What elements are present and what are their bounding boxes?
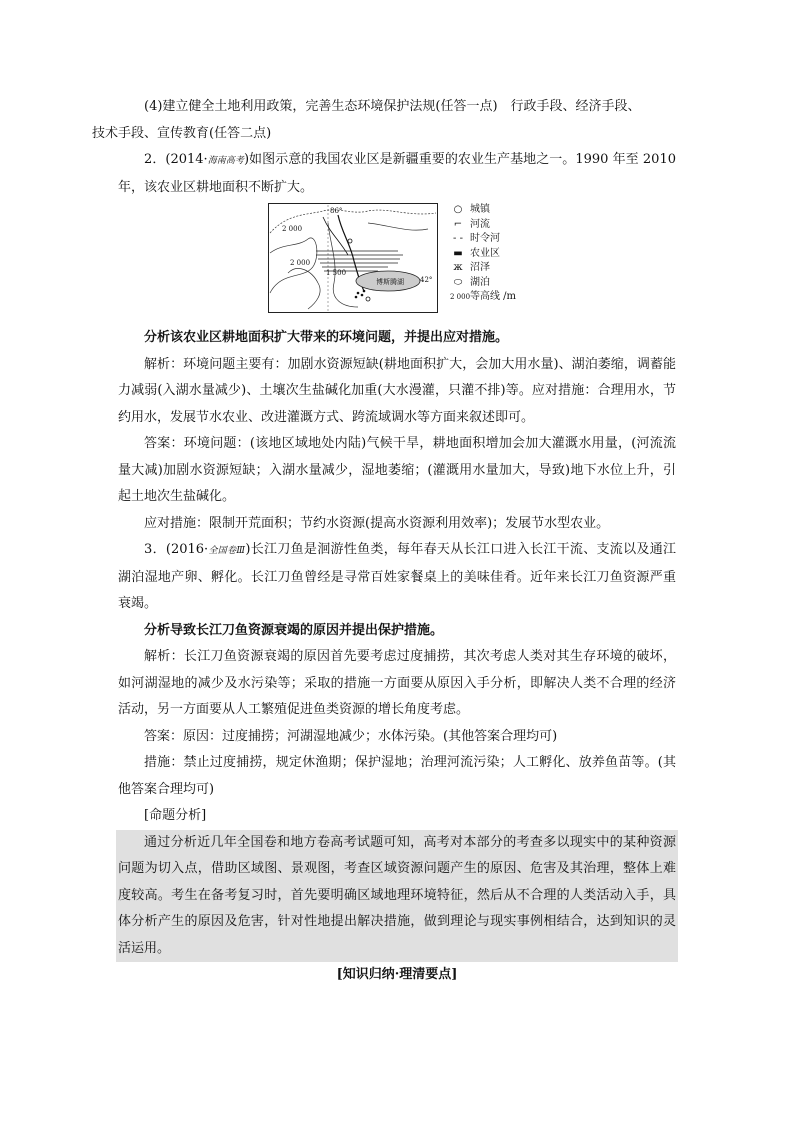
q1-answer-continued: (4)建立健全土地利用政策，完善生态环境保护法规(任答一点) 行政手段、经济手段、 技术手段、宣传教育(任答二点): [92, 99, 641, 141]
question-3-prompt: 分析导致长江刀鱼资源衰竭的原因并提出保护措施。: [144, 622, 444, 638]
svg-text:1 500: 1 500: [326, 269, 347, 277]
question-3-analysis: 解析：长江刀鱼资源衰竭的原因首先要考虑过度捕捞，其次考虑人类对其生存环境的破坏，如河湖湿地的减少及水污染等；采取的措施一方面要从原因入手分析，即解决人类不合理的经济活动，另一方面要从人工繁殖促进鱼类资源的增长角度考虑。: [118, 649, 676, 717]
document-page: [92, 94, 677, 989]
mingti-title: [命题分析]: [144, 808, 207, 823]
agricultural-area-map: [268, 203, 438, 313]
map-figure: [118, 203, 676, 321]
question-2-analysis: 解析：环境问题主要有：加剧水资源短缺(耕地面积扩大，会加大用水量)、湖泊萎缩，调蓄能力减弱(入湖水量减少)、土壤次生盐碱化加重(大水漫灌，只灌不排)等。应对措施：合理用水，节约用水，发展节水农业、改进灌溉方式、跨流域调水等方面来叙述即可。: [118, 356, 676, 425]
svg-text:博斯腾湖: 博斯腾湖: [376, 278, 404, 286]
mingti-body: 通过分析近几年全国卷和地方卷高考试题可知，高考对本部分的考查多以现实中的某种资源问题为切入点，借助区域图、景观图，考查区域资源问题产生的原因、危害及其治理，整体上难度较高。考生在备考复习时，首先要明确区域地理环境特征，然后从不合理的人类活动入手，具体分析产生的原因及危害，针对性地提出解决措施，做到理论与现实事例相结合，达到知识的灵活运用。: [118, 834, 676, 956]
svg-text:86°: 86°: [330, 207, 343, 215]
question-2-stem: 2．(2014·海南高考)如图示意的我国农业区是新疆重要的农业生产基地之一。1990 年至 2010 年，该农业区耕地面积不断扩大。: [118, 152, 676, 195]
section-footer-title: [知识归纳·理清要点]: [336, 967, 458, 982]
svg-text:2 000: 2 000: [282, 225, 303, 233]
question-3-stem: 3．(2016·全国卷Ⅲ)长江刀鱼是洄游性鱼类，每年春天从长江口进入长江干流、支流以及通江湖泊湿地产卵、孵化。长江刀鱼曾经是寻常百姓家餐桌上的美味佳肴。近年来长江刀鱼资源严重衰竭。: [118, 542, 677, 611]
question-3-answer: 答案：原因：过度捕捞；河湖湿地减少；水体污染。(其他答案合理均可): [144, 728, 558, 744]
svg-text:42°: 42°: [420, 276, 433, 284]
question-2-answer: 答案：环境问题：(该地区域地处内陆)气候干旱，耕地面积增加会加大灌溉水用量，(河流流量大减)加剧水资源短缺；入湖水量减少，湿地萎缩；(灌溉用水量加大，导致)地下水位上升，引起土地次生盐碱化。: [118, 436, 676, 504]
mingti-box: [116, 830, 678, 963]
question-2-prompt: 分析该农业区耕地面积扩大带来的环境问题，并提出应对措施。: [144, 330, 509, 345]
question-2-measures: 应对措施：限制开荒面积；节约水资源(提高水资源利用效率)；发展节水型农业。: [144, 515, 610, 531]
map-legend: ○ 城镇 ⌐ 河流 - - 时令河 ▬ 农业区 ж 沼泽 ⬭ 湖泊 2 000等高线 /m: [450, 204, 517, 302]
svg-text:2 000: 2 000: [290, 259, 311, 267]
question-3-measures: 措施：禁止过度捕捞，规定休渔期；保护湿地；治理河流污染；人工孵化、放养鱼苗等。(其他答案合理均可): [118, 755, 676, 797]
